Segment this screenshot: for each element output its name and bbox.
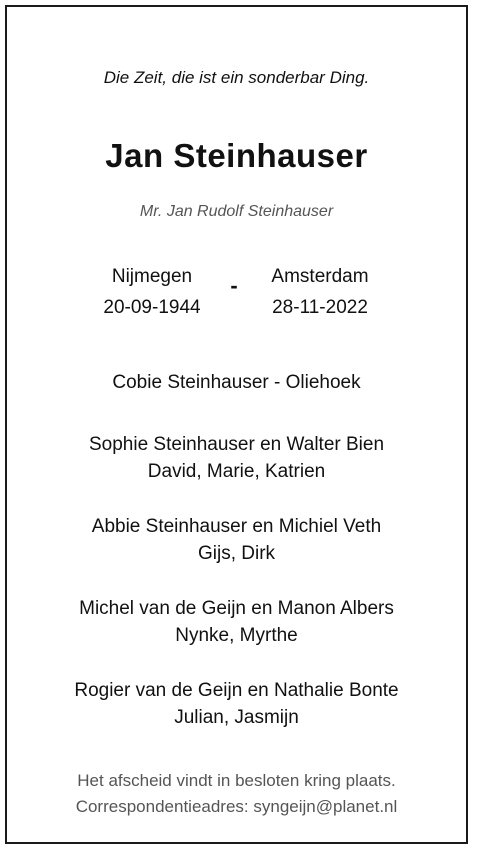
family-children: David, Marie, Katrien xyxy=(147,461,326,482)
family-children: Julian, Jasmijn xyxy=(174,707,299,728)
family-line: Cobie Steinhauser - Oliehoek xyxy=(112,372,361,393)
date-separator: - xyxy=(230,273,238,298)
death-place: Amsterdam xyxy=(271,266,369,287)
birth-place: Nijmegen xyxy=(111,266,193,287)
family-children: Gijs, Dirk xyxy=(197,543,276,564)
family-line: Abbie Steinhauser en Michiel Veth xyxy=(91,516,382,537)
correspondence-address: Correspondentieadres: syngeijn@planet.nl xyxy=(75,797,398,816)
death-date: 28-11-2022 xyxy=(272,297,368,318)
deceased-name: Jan Steinhauser xyxy=(105,137,368,174)
full-name: Mr. Jan Rudolf Steinhauser xyxy=(139,203,334,220)
footer-note: Het afscheid vindt in besloten kring plaats. xyxy=(77,771,396,790)
motto: Die Zeit, die ist ein sonderbar Ding. xyxy=(103,68,370,87)
family-line: Sophie Steinhauser en Walter Bien xyxy=(88,434,385,455)
family-children: Nynke, Myrthe xyxy=(175,625,298,646)
birth-date: 20-09-1944 xyxy=(103,297,201,318)
family-line: Michel van de Geijn en Manon Albers xyxy=(79,598,394,619)
family-line: Rogier van de Geijn en Nathalie Bonte xyxy=(74,680,399,701)
obituary-card xyxy=(5,5,468,844)
